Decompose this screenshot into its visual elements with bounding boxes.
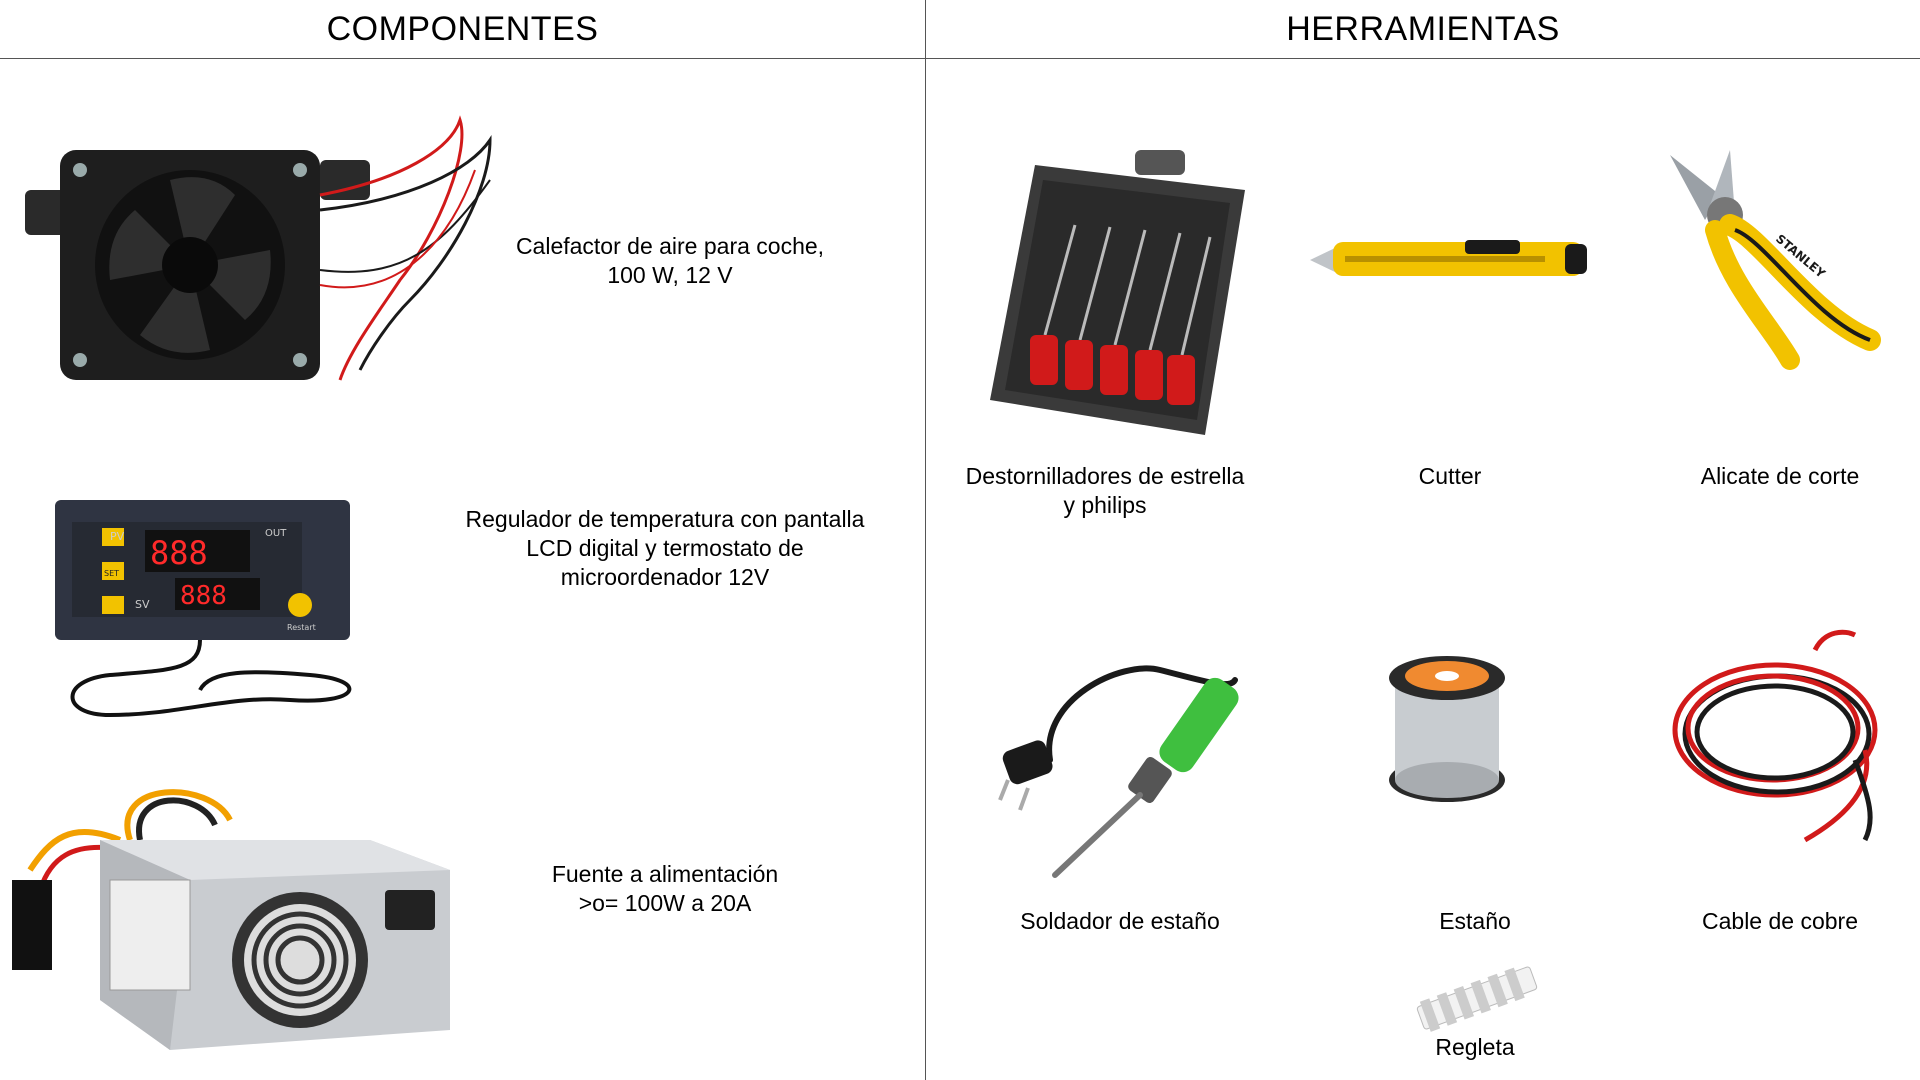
header-divider: [0, 58, 1920, 59]
column-divider: [925, 0, 926, 1080]
caption-solder-wire: Estaño: [1439, 908, 1511, 934]
caption-copper-cable: Cable de cobre: [1702, 908, 1858, 934]
caption-car-air-heater: Calefactor de aire para coche, 100 W, 12 V: [515, 233, 825, 288]
header-componentes: COMPONENTES: [326, 9, 599, 48]
cutting-pliers-icon: [1660, 145, 1880, 375]
screwdriver-set-icon: [985, 145, 1255, 445]
pliers-brand-label: STANLEY: [1773, 231, 1828, 281]
pv-display: 888: [150, 534, 208, 572]
caption-screwdriver-set: Destornilladores de estrella y philips: [965, 463, 1245, 518]
caption-temperature-controller: Regulador de temperatura con pantalla LCD digital y termostato de microordenador 12V: [465, 506, 865, 590]
terminal-block-icon: [1412, 968, 1542, 1028]
restart-label: Restart: [287, 623, 316, 632]
pv-label: PV: [110, 530, 125, 543]
caption-cutting-pliers: Alicate de corte: [1700, 463, 1860, 489]
caption-cutter: Cutter: [1418, 463, 1482, 489]
caption-terminal-block: Regleta: [1435, 1034, 1515, 1060]
car-air-heater-icon: [20, 110, 520, 390]
sv-label: SV: [135, 598, 150, 611]
sv-display: 888: [180, 581, 227, 611]
out-label: OUT: [265, 528, 287, 539]
caption-soldering-iron: Soldador de estaño: [1020, 908, 1220, 934]
cutter-icon: [1305, 230, 1595, 290]
power-supply-icon: [10, 780, 450, 1050]
caption-power-supply: Fuente a alimentación >o= 100W a 20A: [551, 861, 779, 916]
temperature-controller-icon: [50, 500, 370, 730]
soldering-iron-icon: [1000, 650, 1260, 880]
copper-cable-icon: [1665, 630, 1895, 850]
header-herramientas: HERRAMIENTAS: [1286, 9, 1560, 48]
solder-wire-icon: [1385, 650, 1510, 805]
set-button-label: SET: [104, 569, 120, 578]
